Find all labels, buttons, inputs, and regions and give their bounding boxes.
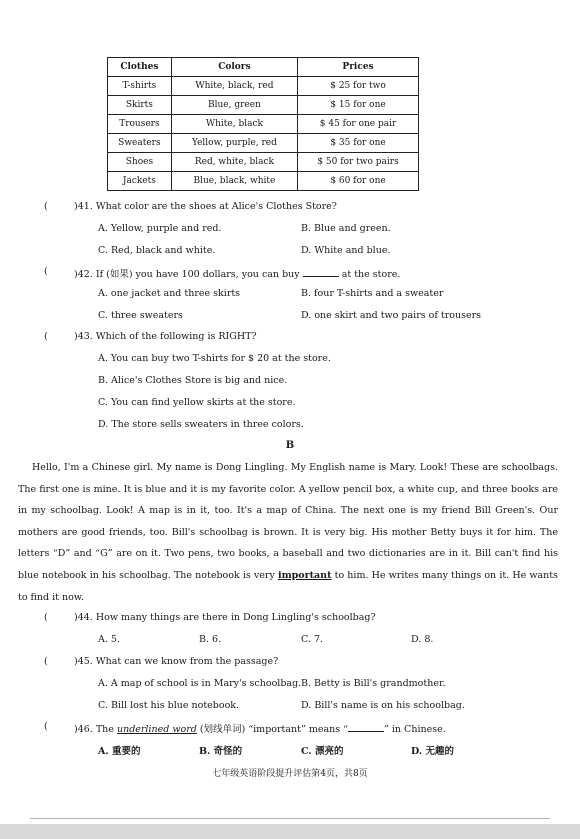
cell-prices: $ 50 for two pairs bbox=[298, 153, 419, 172]
q42-option-d: D. one skirt and two pairs of trousers bbox=[301, 310, 482, 321]
q42-text-before: )42. If (如果) you have 100 dollars, you can buy bbox=[74, 269, 300, 280]
cell-prices: $ 15 for one bbox=[298, 96, 419, 115]
q44-answer-paren: ( bbox=[44, 612, 48, 623]
q45-question: )45. What can we know from the passage? bbox=[74, 656, 279, 667]
q43-option-b: B. Alice's Clothes Store is big and nice. bbox=[98, 375, 288, 386]
q43-answer-paren: ( bbox=[44, 331, 48, 342]
table-row bbox=[108, 134, 419, 153]
header-clothes: Clothes bbox=[108, 58, 172, 77]
cell-colors: Red, white, black bbox=[171, 153, 297, 172]
q42-text-after: at the store. bbox=[341, 269, 401, 280]
q42-option-b: B. four T-shirts and a sweater bbox=[301, 288, 444, 299]
q41-option-b: B. Blue and green. bbox=[301, 223, 391, 234]
cell-clothes: Trousers bbox=[108, 115, 172, 134]
section-b-heading: B bbox=[285, 440, 295, 451]
table-header-row bbox=[108, 58, 419, 77]
page-footer: 七年级英语阶段提升评估第4页，共8页 bbox=[212, 769, 368, 779]
q45-option-a: A. A map of school is in Mary's schoolbag. bbox=[98, 678, 302, 689]
q46-question bbox=[74, 721, 446, 735]
bottom-divider bbox=[30, 818, 550, 819]
q42-blank bbox=[303, 267, 339, 277]
q46-option-c: C. 漂亮的 bbox=[301, 746, 344, 757]
clothes-price-table bbox=[107, 57, 419, 191]
q46-option-b: B. 奇怪的 bbox=[199, 746, 243, 757]
cell-clothes: Jackets bbox=[108, 172, 172, 191]
cell-clothes: T-shirts bbox=[108, 77, 172, 96]
cell-clothes: Sweaters bbox=[108, 134, 172, 153]
q46-text-after: ” in Chinese. bbox=[384, 724, 446, 735]
q41-option-c: C. Red, black and white. bbox=[98, 245, 216, 256]
table-row bbox=[108, 172, 419, 191]
header-prices: Prices bbox=[298, 58, 419, 77]
q45-option-d: D. Bill's name is on his schoolbag. bbox=[301, 700, 465, 711]
q45-answer-paren: ( bbox=[44, 656, 48, 667]
q43-option-d: D. The store sells sweaters in three colors. bbox=[98, 419, 304, 430]
cell-prices: $ 45 for one pair bbox=[298, 115, 419, 134]
q41-answer-paren: ( bbox=[44, 201, 48, 212]
q46-option-a: A. 重要的 bbox=[98, 746, 141, 757]
q41-option-d: D. White and blue. bbox=[301, 245, 391, 256]
bottom-scan-edge bbox=[0, 824, 580, 839]
q42-option-a: A. one jacket and three skirts bbox=[98, 288, 241, 299]
q42-answer-paren: ( bbox=[44, 266, 48, 277]
table-row bbox=[108, 96, 419, 115]
header-colors: Colors bbox=[171, 58, 297, 77]
q46-answer-paren: ( bbox=[44, 721, 48, 732]
q41-option-a: A. Yellow, purple and red. bbox=[98, 223, 222, 234]
q43-question: )43. Which of the following is RIGHT? bbox=[74, 331, 257, 342]
q46-text-mid: (划线单词) “important” means “ bbox=[199, 724, 348, 735]
q43-option-a: A. You can buy two T-shirts for $ 20 at the store. bbox=[98, 353, 331, 364]
q46-text-before: )46. The bbox=[74, 724, 114, 735]
cell-clothes: Shoes bbox=[108, 153, 172, 172]
cell-colors: Blue, green bbox=[171, 96, 297, 115]
cell-colors: White, black, red bbox=[171, 77, 297, 96]
q46-blank bbox=[348, 722, 384, 732]
q44-option-a: A. 5. bbox=[98, 634, 120, 645]
q45-option-b: B. Betty is Bill's grandmother. bbox=[301, 678, 446, 689]
q44-option-d: D. 8. bbox=[411, 634, 434, 645]
table-row bbox=[108, 153, 419, 172]
table-row bbox=[108, 77, 419, 96]
passage-part1: Hello, I'm a Chinese girl. My name is Dong Lingling. My English name is Mary. Look! These are schoolbags. The first one is mine. It is blue and it is my favorite color. A yellow pencil box, a white cup, and three books are in my schoolbag. Look! A map is in it, too. It's a map of China. The next one is my friend Bill Green's. Our mothers are good friends, too. Bill's schoolbag is brown. It is very big. His mother Betty buys it for him. The letters “D” and “G” are on it. Two pens, two books, a baseball and two dictionaries are in it. Bill can't find his blue notebook in his schoolbag. The notebook is very bbox=[18, 462, 558, 581]
q46-underlined-word: underlined word bbox=[116, 724, 197, 735]
reading-passage bbox=[18, 457, 558, 608]
q41-question: )41. What color are the shoes at Alice's Clothes Store? bbox=[74, 201, 337, 212]
passage-key-word: important bbox=[277, 569, 332, 581]
cell-prices: $ 25 for two bbox=[298, 77, 419, 96]
q45-option-c: C. Bill lost his blue notebook. bbox=[98, 700, 240, 711]
cell-colors: Blue, black, white bbox=[171, 172, 297, 191]
cell-colors: Yellow, purple, red bbox=[171, 134, 297, 153]
passage-part2: to him. He writes many things on it. He wants to find it now. bbox=[18, 569, 558, 603]
table-row bbox=[108, 115, 419, 134]
cell-colors: White, black bbox=[171, 115, 297, 134]
q43-option-c: C. You can find yellow skirts at the store. bbox=[98, 397, 296, 408]
q46-option-d: D. 无趣的 bbox=[411, 746, 455, 757]
q44-question: )44. How many things are there in Dong Lingling's schoolbag? bbox=[74, 612, 376, 623]
q42-question bbox=[74, 266, 400, 280]
cell-clothes: Skirts bbox=[108, 96, 172, 115]
q44-option-b: B. 6. bbox=[199, 634, 222, 645]
cell-prices: $ 35 for one bbox=[298, 134, 419, 153]
q44-option-c: C. 7. bbox=[301, 634, 324, 645]
q42-option-c: C. three sweaters bbox=[98, 310, 183, 321]
cell-prices: $ 60 for one bbox=[298, 172, 419, 191]
